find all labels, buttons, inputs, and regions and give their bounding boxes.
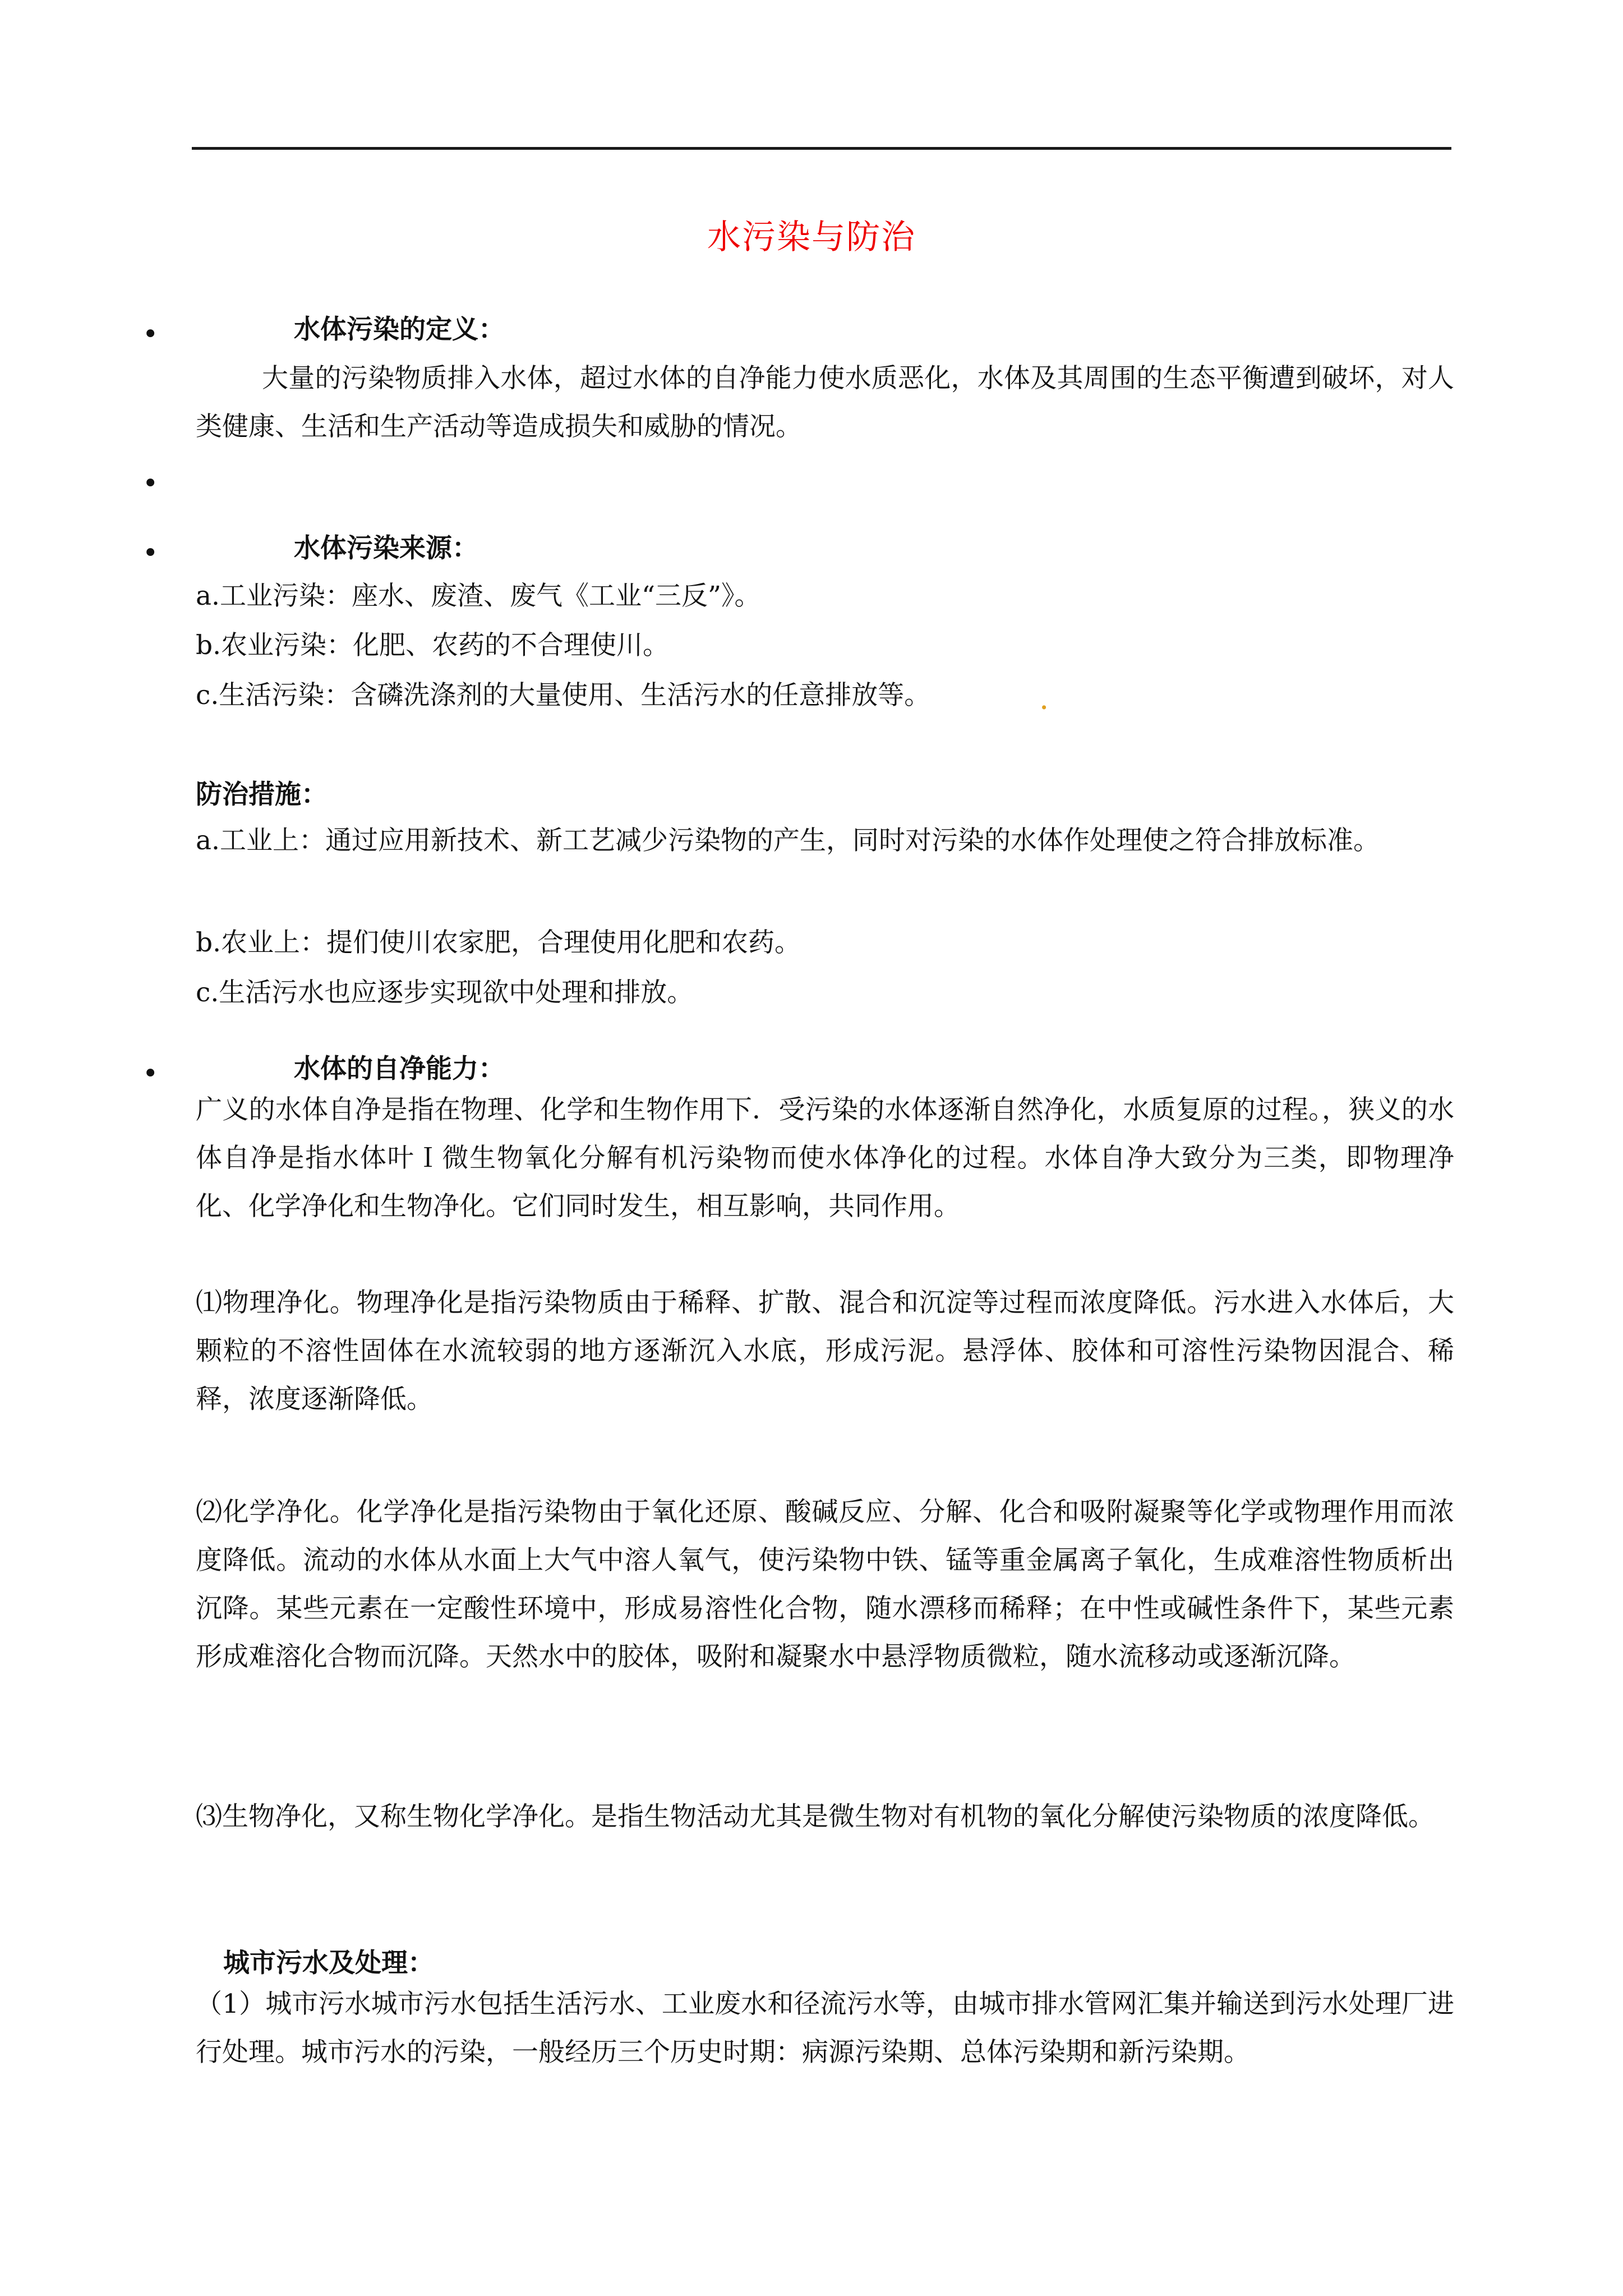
definition-text: 大量的污染物质排入水体，超过水体的自净能力使水质恶化，水体及其周围的生态平衡遭到破坏，对人类健康、生活和生产活动等造成损失和威胁的情况。 [196,363,1454,442]
physical-purification-text: ⑴物理净化。物理净化是指污染物质由于稀释、扩散、混合和沉淀等过程而浓度降低。污水进入水体后，大颗粒的不溶性固体在水流较弱的地方逐渐沉入水底，形成污泥。悬浮体、胶体和可溶性污染物因混合、稀释，浓度逐渐降低。 [196,1287,1454,1415]
stray-dot-mark: . [1040,689,1048,714]
measure-item-domestic: c.生活污水也应逐步实现欲中处理和排放。 [196,977,694,1008]
bullet-marker: • [142,1058,159,1089]
self-purification-intro: 广义的水体自净是指在物理、化学和生物作用下．受污染的水体逐渐自然净化，水质复原的过程。，狭义的水体自净是指水体叶Ｉ微生物氧化分解有机污染物而使水体净化的过程。水体自净大致分为三类，即物理净化、化学净化和生物净化。它们同时发生，相互影响，共同作用。 [196,1094,1454,1222]
self-purification-heading: 水体的自净能力： [294,1053,505,1084]
bullet-marker: • [142,468,159,499]
definition-heading: 水体污染的定义： [294,314,505,345]
measure-item-agricultural: b.农业上：提们使川农家肥，合理使用化肥和农药。 [196,927,801,958]
bullet-marker: • [142,537,159,569]
header-rule [192,147,1451,150]
biological-purification-text: ⑶生物净化，又称生物化学净化。是指生物活动尤其是微生物对有机物的氧化分解使污染物质的浓度降低。 [196,1801,1435,1832]
chemical-purification-text: ⑵化学净化。化学净化是指污染物由于氧化还原、酸碱反应、分解、化合和吸附凝聚等化学或物理作用而浓度降低。流动的水体从水面上大气中溶人氧气，使污染物中铁、锰等重金属离子氧化，生成难溶性物质析出沉降。某些元素在一定酸性环境中，形成易溶性化合物，随水漂移而稀释；在中性或碱性条件下，某些元素形成难溶化合物而沉降。天然水中的胶体，吸附和凝聚水中悬浮物质微粒，随水流移动或逐渐沉降。 [196,1497,1454,1672]
measure-item-industrial: a.工业上：通过应用新技术、新工艺减少污染物的产生，同时对污染的水体作处理使之符合排放标准。 [196,825,1380,856]
page-title: 水污染与防治 [707,218,916,257]
urban-sewage-text: （1）城市污水城市污水包括生活污水、工业废水和径流污水等，由城市排水管网汇集并输送到污水处理厂进行处理。城市污水的污染，一般经历三个历史时期：病源污染期、总体污染期和新污染期。 [196,1989,1454,2068]
source-item-industrial: a.工业污染：座水、废渣、废气《工业“三反”》。 [196,581,761,611]
sources-heading: 水体污染来源： [294,533,478,564]
urban-sewage-heading: 城市污水及处理： [223,1948,434,1978]
source-item-agricultural: b.农业污染：化肥、农药的不合理使川。 [196,630,670,661]
source-item-domestic: c.生活污染：含磷洗涤剂的大量使用、生活污水的任意排放等。 [196,680,931,711]
measures-heading: 防治措施： [196,779,328,810]
bullet-marker: • [142,319,159,350]
